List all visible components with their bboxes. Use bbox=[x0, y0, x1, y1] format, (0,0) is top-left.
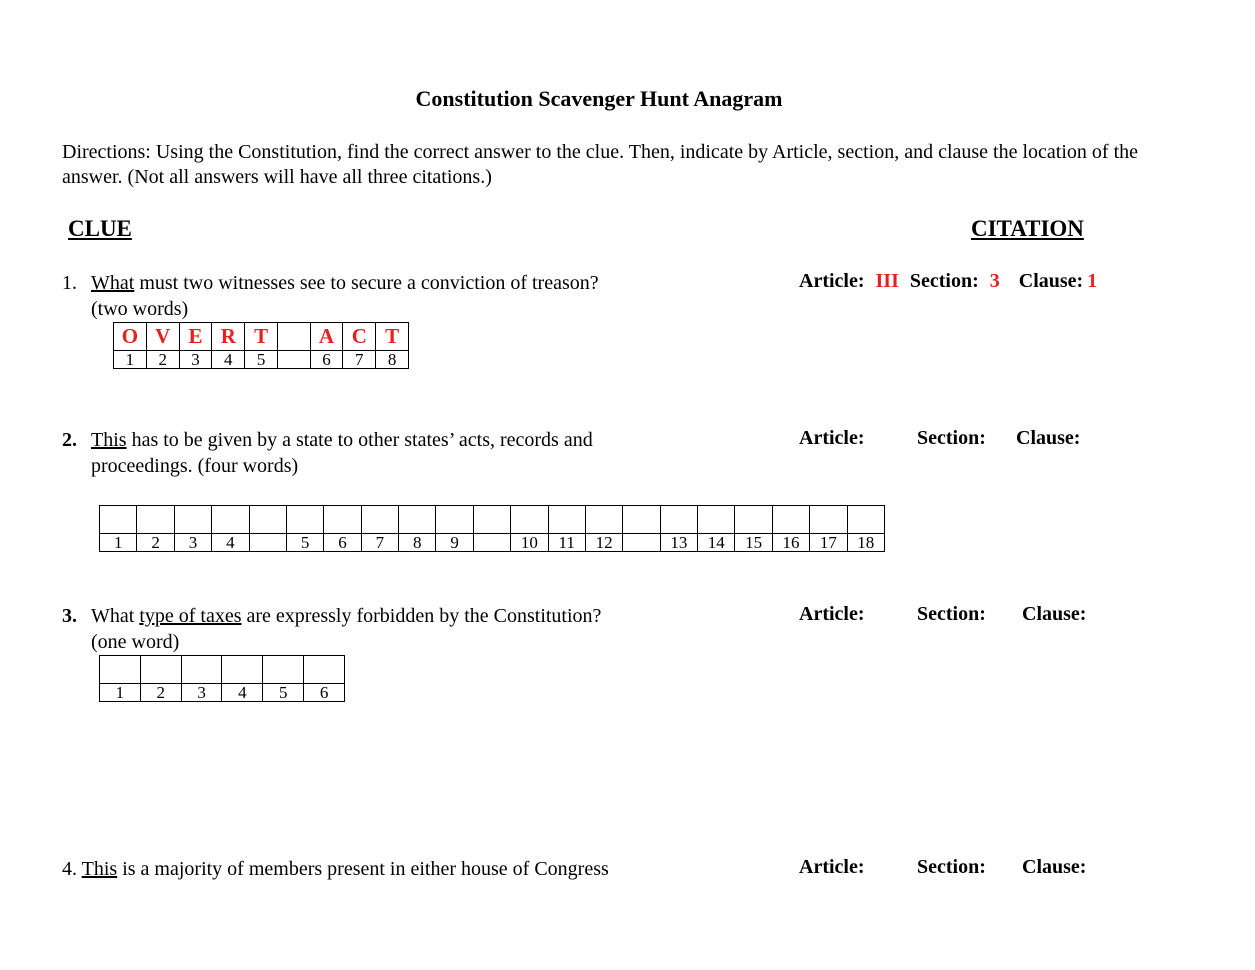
section-label: Section: bbox=[917, 603, 986, 625]
letter-cell[interactable] bbox=[399, 506, 436, 534]
number-cell: 6 bbox=[310, 351, 343, 369]
letter-cell[interactable]: T bbox=[376, 323, 409, 351]
letter-cell[interactable] bbox=[548, 506, 585, 534]
number-cell: 3 bbox=[179, 351, 212, 369]
question-text: is a majority of members present in either house of Congress bbox=[117, 858, 609, 880]
letter-cell[interactable]: O bbox=[114, 323, 147, 351]
number-cell: 13 bbox=[660, 534, 697, 552]
number-cell: 11 bbox=[548, 534, 585, 552]
letter-cell[interactable] bbox=[361, 506, 398, 534]
question-2 bbox=[62, 427, 593, 453]
answer-grid-3 bbox=[99, 655, 345, 702]
number-cell: 3 bbox=[181, 684, 222, 702]
letter-cell[interactable] bbox=[324, 506, 361, 534]
question-text: must two witnesses see to secure a conviction of treason? bbox=[134, 272, 599, 294]
letter-cell[interactable] bbox=[660, 506, 697, 534]
letter-cell[interactable] bbox=[304, 656, 345, 684]
letter-cell[interactable] bbox=[810, 506, 847, 534]
citation-header: CITATION bbox=[971, 216, 1084, 241]
number-cell: 5 bbox=[263, 684, 304, 702]
number-cell: 16 bbox=[772, 534, 809, 552]
number-cell: 15 bbox=[735, 534, 772, 552]
number-cell: 1 bbox=[114, 351, 147, 369]
article-label: Article: bbox=[799, 603, 865, 625]
clause-label: Clause: bbox=[1018, 270, 1084, 292]
number-cell bbox=[277, 351, 310, 369]
number-cell: 17 bbox=[810, 534, 847, 552]
article-value: III bbox=[875, 270, 899, 292]
number-cell: 5 bbox=[245, 351, 278, 369]
clause-label: Clause: bbox=[1022, 603, 1087, 625]
number-cell: 4 bbox=[212, 534, 249, 552]
clue-header: CLUE bbox=[68, 216, 132, 241]
clause-label: Clause: bbox=[1016, 427, 1081, 449]
number-cell: 4 bbox=[222, 684, 263, 702]
letter-cell[interactable] bbox=[511, 506, 548, 534]
number-cell: 9 bbox=[436, 534, 473, 552]
number-cell: 7 bbox=[343, 351, 376, 369]
answer-grid-1 bbox=[113, 322, 409, 369]
question-keyword: What bbox=[91, 272, 135, 294]
number-cell: 2 bbox=[137, 534, 174, 552]
letter-cell[interactable] bbox=[263, 656, 304, 684]
question-1-citation bbox=[799, 270, 1097, 293]
letter-cell[interactable]: V bbox=[146, 323, 179, 351]
directions-text: Directions: Using the Constitution, find the correct answer to the clue. Then, indicate by Article, section, and clause the location of the answer. (Not all answers will have all three citations.) bbox=[62, 141, 1138, 188]
space-cell bbox=[249, 506, 286, 534]
section-value: 3 bbox=[989, 270, 1000, 292]
question-keyword: This bbox=[91, 429, 127, 451]
number-cell: 10 bbox=[511, 534, 548, 552]
letter-cell[interactable] bbox=[100, 656, 141, 684]
number-cell: 12 bbox=[585, 534, 622, 552]
question-text: has to be given by a state to other states’ acts, records and bbox=[126, 429, 593, 451]
number-cell: 3 bbox=[174, 534, 211, 552]
number-cell: 2 bbox=[140, 684, 181, 702]
space-cell bbox=[473, 506, 510, 534]
number-cell: 1 bbox=[100, 684, 141, 702]
number-cell: 6 bbox=[304, 684, 345, 702]
letter-cell[interactable] bbox=[181, 656, 222, 684]
question-prefix: What bbox=[91, 605, 140, 627]
clause-label: Clause: bbox=[1022, 856, 1087, 878]
page-title: Constitution Scavenger Hunt Anagram bbox=[415, 86, 783, 111]
question-keyword: This bbox=[81, 858, 118, 880]
number-cell: 7 bbox=[361, 534, 398, 552]
number-cell bbox=[473, 534, 510, 552]
question-4 bbox=[62, 856, 609, 882]
question-1-hint: (two words) bbox=[91, 298, 189, 320]
question-3 bbox=[62, 603, 601, 629]
number-cell: 14 bbox=[698, 534, 735, 552]
article-label: Article: bbox=[799, 856, 865, 878]
letter-cell[interactable] bbox=[174, 506, 211, 534]
section-label: Section: bbox=[909, 270, 979, 292]
clause-value: 1 bbox=[1087, 270, 1098, 292]
letter-cell[interactable] bbox=[286, 506, 323, 534]
letter-cell[interactable] bbox=[772, 506, 809, 534]
question-number: 2. bbox=[62, 429, 77, 451]
letter-cell[interactable] bbox=[100, 506, 137, 534]
question-2-hint: proceedings. (four words) bbox=[91, 455, 299, 477]
number-cell: 8 bbox=[376, 351, 409, 369]
letter-cell[interactable] bbox=[847, 506, 885, 534]
article-label: Article: bbox=[799, 270, 865, 292]
letter-cell[interactable] bbox=[698, 506, 735, 534]
number-cell: 4 bbox=[212, 351, 245, 369]
question-3-hint: (one word) bbox=[91, 631, 180, 653]
letter-cell[interactable] bbox=[137, 506, 174, 534]
letter-cell[interactable]: E bbox=[179, 323, 212, 351]
question-1 bbox=[62, 270, 599, 296]
number-cell bbox=[249, 534, 286, 552]
answer-grid-2 bbox=[99, 505, 885, 552]
letter-cell[interactable]: T bbox=[245, 323, 278, 351]
number-cell: 6 bbox=[324, 534, 361, 552]
number-cell: 8 bbox=[399, 534, 436, 552]
space-cell bbox=[623, 506, 660, 534]
question-2-citation bbox=[799, 427, 865, 450]
space-cell bbox=[277, 323, 310, 351]
number-cell: 18 bbox=[847, 534, 885, 552]
letter-cell[interactable]: R bbox=[212, 323, 245, 351]
number-cell: 5 bbox=[286, 534, 323, 552]
number-cell: 1 bbox=[100, 534, 137, 552]
letter-cell[interactable] bbox=[436, 506, 473, 534]
letter-cell[interactable]: A bbox=[310, 323, 343, 351]
number-cell bbox=[623, 534, 660, 552]
letter-cell[interactable]: C bbox=[343, 323, 376, 351]
number-cell: 2 bbox=[146, 351, 179, 369]
question-number: 3. bbox=[62, 605, 77, 627]
letter-cell[interactable] bbox=[585, 506, 622, 534]
section-label: Section: bbox=[917, 856, 986, 878]
section-label: Section: bbox=[917, 427, 986, 449]
question-number: 1. bbox=[62, 272, 77, 294]
letter-cell[interactable] bbox=[222, 656, 263, 684]
letter-cell[interactable] bbox=[212, 506, 249, 534]
letter-cell[interactable] bbox=[140, 656, 181, 684]
article-label: Article: bbox=[799, 427, 865, 449]
question-text: are expressly forbidden by the Constitution? bbox=[241, 605, 602, 627]
letter-cell[interactable] bbox=[735, 506, 772, 534]
question-keyword: type of taxes bbox=[139, 605, 242, 627]
question-number: 4. bbox=[62, 858, 77, 880]
